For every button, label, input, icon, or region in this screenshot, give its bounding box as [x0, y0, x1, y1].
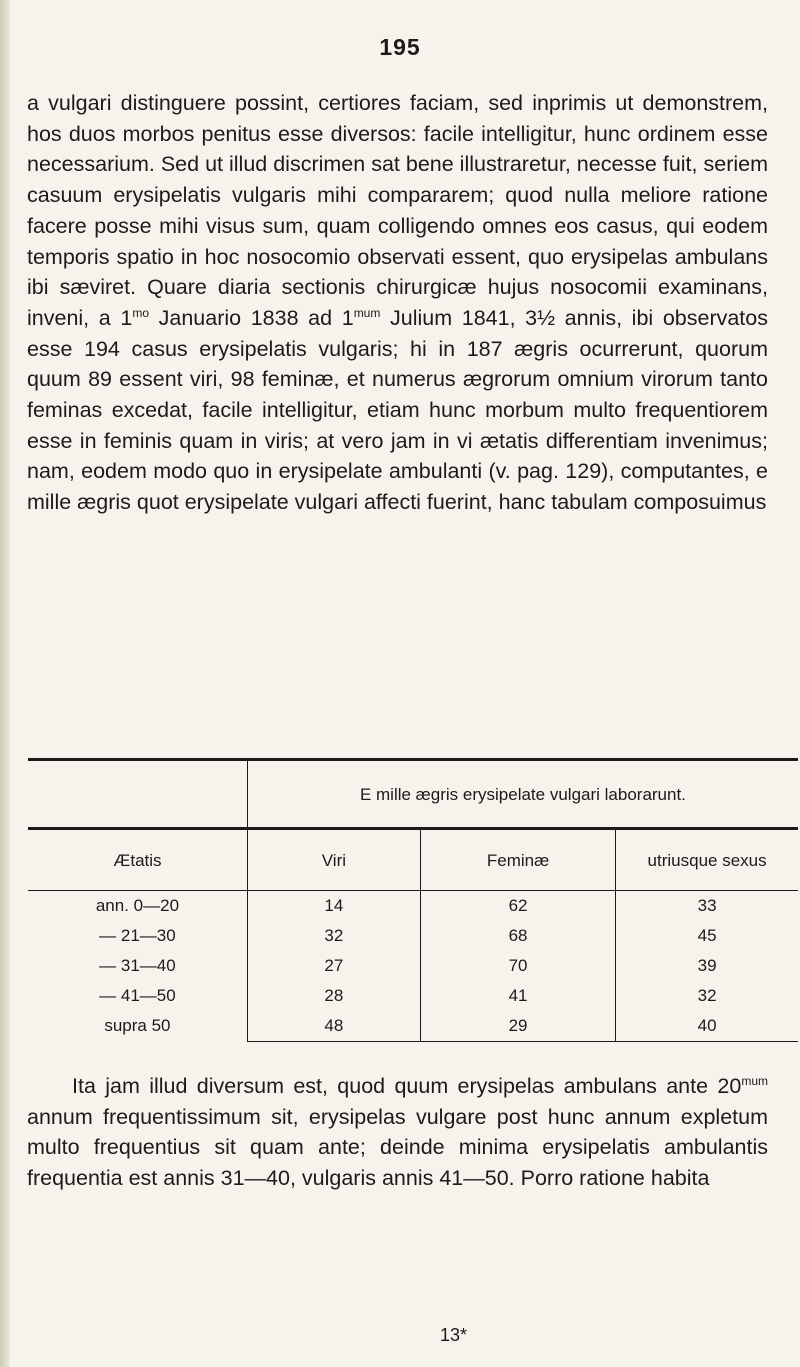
page-number: 195 — [379, 34, 421, 60]
table-row — [28, 1011, 798, 1042]
cell-women: 68 — [420, 921, 615, 951]
data-table — [28, 758, 798, 1042]
cell-women: 41 — [420, 981, 615, 1011]
cell-men: 14 — [247, 891, 420, 922]
table-header-row-top — [28, 760, 798, 829]
cell-age: ann. 0—20 — [95, 896, 180, 915]
column-header-men: Viri — [247, 829, 420, 891]
signature-mark: 13* — [440, 1325, 468, 1345]
column-header-both: utriusque sexus — [616, 829, 798, 891]
age-frequency-table — [28, 758, 800, 1042]
cell-women: 29 — [420, 1011, 615, 1042]
cell-age: — 41—50 — [99, 986, 176, 1005]
paragraph-intro-text-a: a vulgari distinguere possint, certiores faciam, sed inprimis ut demonstrem, hos duos morbos penitus esse diversos: facile intelligitur, hunc ordinem esse necessarium. Sed ut illud discrimen sat bene illustraretur, necesse fuit, seriem casuum erysipelatis vulgaris mihi compararem; quod nulla meliore ratione facere posse mihi visus sum, quam colligendo omnes eos casus, qui eodem temporis spatio in hoc nosocomio observati essent, quo erysipelas ambulans ibi sæviret. Quare diaria sectionis chirurgicæ hujus nosocomii examinans, inveni, a 1 — [27, 91, 768, 330]
cell-women: 62 — [420, 891, 615, 922]
table-row — [28, 921, 798, 951]
cell-both: 45 — [616, 921, 798, 951]
table-corner-cell — [28, 760, 247, 829]
cell-both: 39 — [616, 951, 798, 981]
cell-men: 28 — [247, 981, 420, 1011]
paragraph-intro-text-c: Julium 1841, 3½ annis, ibi observatos esse 194 casus erysipelatis vulgaris; hi in 187 ægris ocurrerunt, quorum quum 89 essent viri, 98 feminæ, et numerus ægrorum omnium virorum tanto feminas excedat, facile intelligitur, etiam hunc morbum multo frequentiorem esse in feminis quam in viris; at vero jam in vi ætatis differentiam invenimus; nam, eodem modo quo in erysipelate ambulanti (v. pag. 129), computantes, e mille ægris quot erysipelate vulgari affecti fuerint, hanc tabulam composuimus — [27, 305, 768, 515]
column-header-age: Ætatis — [28, 829, 247, 891]
table-row — [28, 981, 798, 1011]
cell-both: 33 — [616, 891, 798, 922]
table-header-row — [28, 829, 798, 891]
paragraph-conclusion-text-b: annum frequentissimum sit, erysipelas vulgare post hunc annum expletum multo frequentius sit quam ante; deinde minima erysipelatis ambulantis frequentia est annis 31—40, vulgaris annis 41—50. Porro ratione habita — [27, 1104, 768, 1191]
column-header-women: Feminæ — [420, 829, 615, 891]
table-span-header: E mille ægris erysipelate vulgari laborarunt. — [247, 760, 798, 829]
ordinal-superscript: mum — [741, 1073, 768, 1088]
table-row — [28, 951, 798, 981]
cell-age: supra 50 — [104, 1016, 171, 1036]
table-row — [28, 891, 798, 922]
cell-men: 32 — [247, 921, 420, 951]
paragraph-conclusion — [27, 1071, 768, 1194]
paragraph-intro — [27, 88, 768, 518]
cell-both: 40 — [616, 1011, 798, 1042]
paragraph-intro-text-b: Januario 1838 ad 1 — [149, 305, 354, 330]
cell-men: 27 — [247, 951, 420, 981]
cell-women: 70 — [420, 951, 615, 981]
paragraph-conclusion-text-a: Ita jam illud diversum est, quod quum erysipelas ambulans ante 20 — [72, 1074, 742, 1098]
cell-men: 48 — [247, 1011, 420, 1042]
page-binding-edge — [0, 0, 10, 1367]
cell-age: — 21—30 — [99, 926, 176, 945]
ordinal-superscript: mum — [353, 305, 381, 320]
cell-age: — 31—40 — [99, 956, 176, 975]
cell-both: 32 — [616, 981, 798, 1011]
ordinal-superscript: mo — [132, 305, 149, 320]
